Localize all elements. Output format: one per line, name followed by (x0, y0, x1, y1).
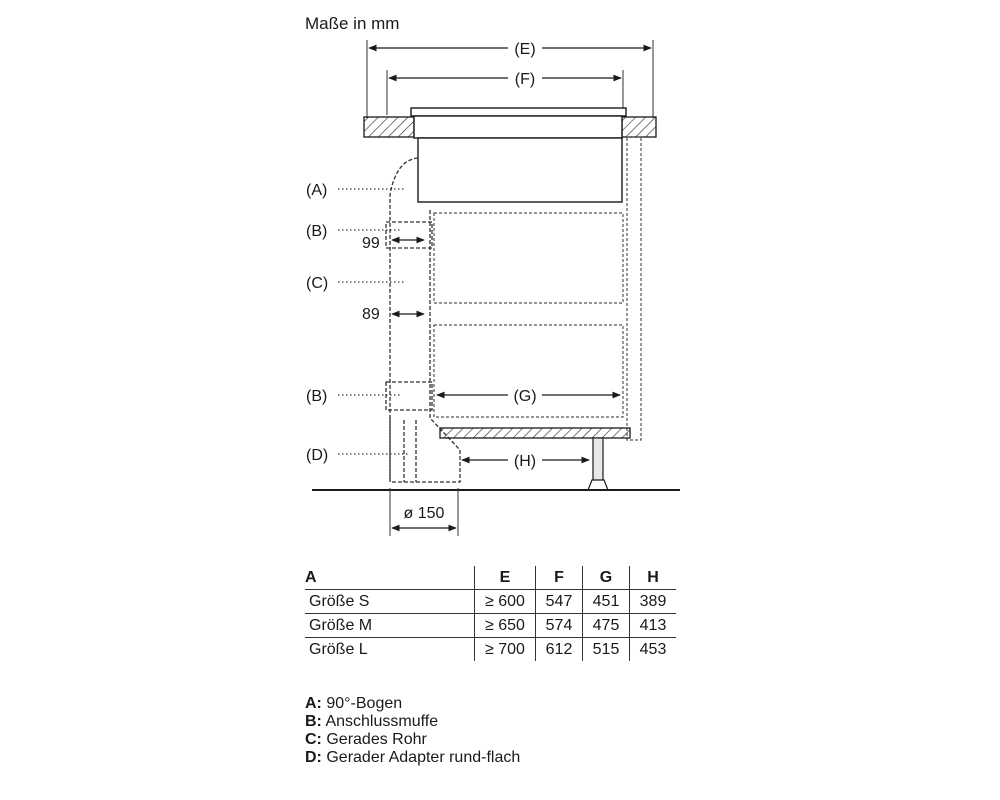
cooktop (411, 108, 626, 202)
table-header-g: G (583, 566, 630, 590)
label-89: 89 (362, 306, 380, 323)
table-cell-h: 453 (630, 638, 677, 662)
callout-c: (C) (306, 275, 329, 292)
table-cell-f: 547 (536, 590, 583, 614)
units-label: Maße in mm (305, 14, 400, 33)
dimension-diameter (390, 488, 458, 536)
cabinet-base (440, 428, 630, 438)
table-cell-g: 515 (583, 638, 630, 662)
table-header-e: E (475, 566, 536, 590)
table-cell-size: Größe M (305, 614, 475, 638)
dimension-89 (362, 306, 424, 323)
dimension-99 (362, 235, 424, 252)
legend-item (305, 731, 520, 749)
cabinet-leg (588, 438, 608, 490)
table-cell-e: ≥ 600 (475, 590, 536, 614)
callout-a: (A) (306, 182, 328, 199)
table-header-f: F (536, 566, 583, 590)
dimension-table (305, 566, 676, 661)
table-cell-h: 389 (630, 590, 677, 614)
table-header-h: H (630, 566, 677, 590)
callout-b-lower: (B) (306, 388, 328, 405)
legend-text: Gerades Rohr (326, 731, 427, 748)
dimension-g (437, 388, 620, 405)
table-header-a: A (305, 566, 475, 590)
table-cell-size: Größe L (309, 640, 368, 658)
label-e: (E) (514, 41, 536, 58)
label-g: (G) (513, 388, 537, 405)
legend-item (305, 749, 520, 767)
label-99: 99 (362, 235, 380, 252)
legend-key: B: (305, 713, 322, 730)
label-diameter: ø 150 (403, 505, 445, 522)
callout-b-upper: (B) (306, 223, 328, 240)
table-cell-f: 574 (536, 614, 583, 638)
callout-d: (D) (306, 447, 329, 464)
legend-text: Anschlussmuffe (325, 713, 439, 730)
table-cell-g: 451 (583, 590, 630, 614)
table-cell-e: ≥ 700 (475, 638, 536, 662)
table-cell-size: Größe S (305, 590, 475, 614)
dimension-h (462, 453, 589, 470)
table-row (305, 590, 676, 614)
dimension-e (367, 40, 653, 118)
legend (305, 695, 520, 767)
table-cell-f: 612 (536, 638, 583, 662)
legend-text: Gerader Adapter rund-flach (326, 749, 521, 766)
label-f: (F) (514, 71, 536, 88)
legend-key: C: (305, 731, 322, 748)
legend-key: D: (305, 749, 322, 766)
table-cell-h: 413 (630, 614, 677, 638)
table-row (305, 614, 676, 638)
table-row (305, 638, 676, 662)
legend-item (305, 695, 520, 713)
table-header-row (305, 566, 676, 590)
legend-key: A: (305, 695, 322, 712)
legend-text: 90°-Bogen (326, 695, 403, 712)
table-cell-e: ≥ 650 (475, 614, 536, 638)
table-cell-g: 475 (583, 614, 630, 638)
legend-item (305, 713, 520, 731)
label-h: (H) (513, 453, 537, 470)
